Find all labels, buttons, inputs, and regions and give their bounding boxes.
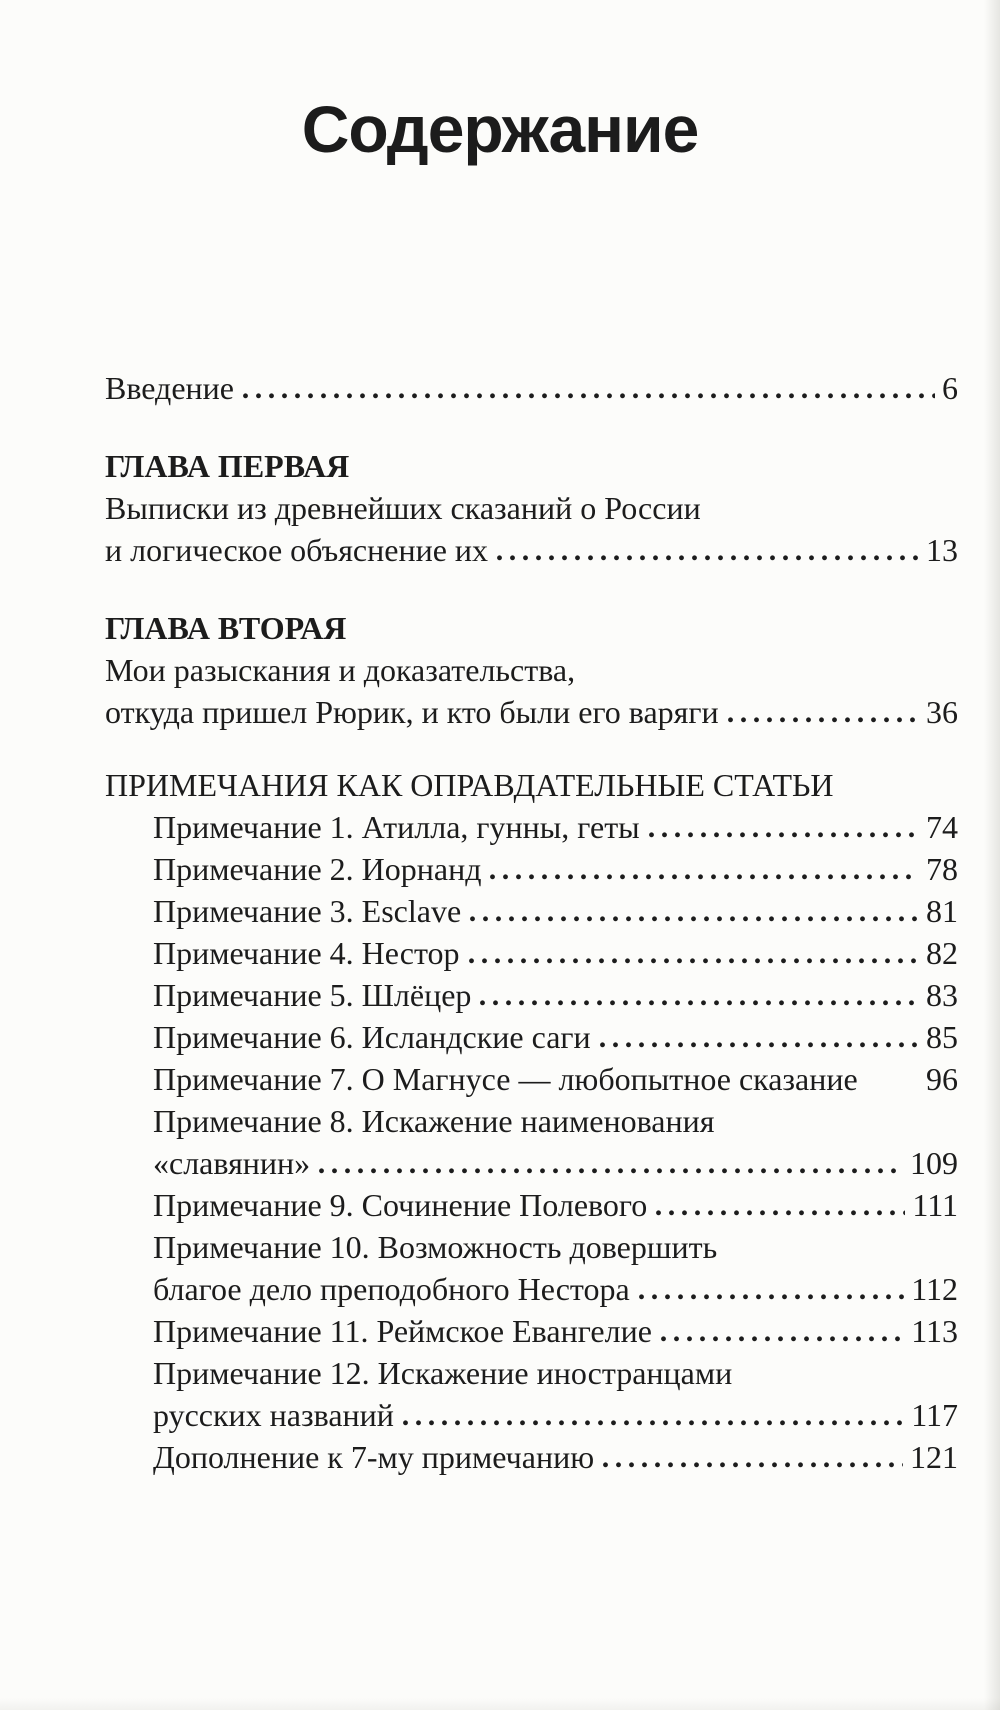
toc-entry-note-4 [153, 932, 958, 974]
dot-leader [403, 1420, 904, 1426]
toc-entry-label: благое дело преподобного Нестора [153, 1271, 630, 1308]
chapter-heading-row [105, 607, 958, 649]
toc-entry-note-12 [153, 1352, 958, 1394]
toc-entry-page: 111 [912, 1187, 958, 1224]
dot-leader [319, 1168, 903, 1174]
toc-entry-label: Примечание 5. Шлёцер [153, 977, 472, 1014]
toc-entry-note-7 [153, 1058, 958, 1100]
notes-heading: ПРИМЕЧАНИЯ КАК ОПРАВДАТЕЛЬНЫЕ СТАТЬИ [105, 767, 834, 804]
chapter-title-text: Мои разыскания и доказательства, [105, 652, 576, 689]
toc-entry-note-6 [153, 1016, 958, 1058]
dot-leader [470, 916, 919, 922]
toc-entry-label: Примечание 2. Иорнанд [153, 851, 482, 888]
chapter-heading: ГЛАВА ВТОРАЯ [105, 610, 347, 647]
toc-entry-page: 121 [910, 1439, 958, 1476]
dot-leader [728, 717, 919, 723]
toc-entry-page: 13 [926, 532, 958, 569]
toc-entry-note-2 [153, 848, 958, 890]
toc-entry-label: Примечание 9. Сочинение Полевого [153, 1187, 648, 1224]
toc-entry-page: 78 [926, 851, 958, 888]
toc-entry-page: 83 [926, 977, 958, 1014]
toc-entry-label: Примечание 10. Возможность довершить [153, 1229, 718, 1266]
toc-entry-page: 109 [910, 1145, 958, 1182]
toc-entry-page: 74 [926, 809, 958, 846]
chapter-title-line [105, 691, 958, 733]
dot-leader [661, 1336, 904, 1342]
toc-entry-addendum [153, 1436, 958, 1478]
dot-leader [603, 1462, 903, 1468]
dot-leader [469, 958, 919, 964]
chapter-title-line [105, 529, 958, 571]
table-of-contents [105, 367, 958, 1478]
chapter-heading: ГЛАВА ПЕРВАЯ [105, 448, 350, 485]
toc-entry-page: 117 [911, 1397, 958, 1434]
chapter-title-line [105, 649, 958, 691]
toc-entry-label: Примечание 8. Искажение наименования [153, 1103, 715, 1140]
dot-leader [490, 874, 919, 880]
dot-leader [243, 393, 935, 399]
toc-entry-page: 96 [926, 1061, 958, 1098]
toc-entry-label: Примечание 3. Esclave [153, 893, 462, 930]
toc-entry-note-10 [153, 1226, 958, 1268]
dot-leader [656, 1210, 905, 1216]
toc-chapter-1 [105, 445, 958, 571]
dot-leader [497, 555, 919, 561]
chapter-title-text: и логическое объяснение их [105, 532, 489, 569]
toc-entry-label: Примечание 7. О Магнусе — любопытное сказание [153, 1061, 858, 1098]
toc-entry-label: Примечание 11. Реймское Евангелие [153, 1313, 652, 1350]
dot-leader [480, 1000, 919, 1006]
toc-entry-note-3 [153, 890, 958, 932]
toc-chapter-2 [105, 607, 958, 733]
toc-entry-note-10-continuation [153, 1268, 958, 1310]
chapter-title-line [105, 487, 958, 529]
toc-entry-page: 85 [926, 1019, 958, 1056]
toc-entry-label: «славянин» [153, 1145, 311, 1182]
toc-entry-page: 82 [926, 935, 958, 972]
toc-entry-intro [105, 367, 958, 409]
chapter-title-text: Выписки из древнейших сказаний о России [105, 490, 701, 527]
toc-entry-page: 112 [911, 1271, 958, 1308]
toc-entry-label: русских названий [153, 1397, 394, 1434]
toc-entry-note-5 [153, 974, 958, 1016]
toc-entry-page: 6 [942, 370, 958, 407]
toc-entry-note-12-continuation [153, 1394, 958, 1436]
dot-leader [600, 1042, 919, 1048]
chapter-heading-row [105, 445, 958, 487]
toc-entry-note-8-continuation [153, 1142, 958, 1184]
toc-entry-note-8 [153, 1100, 958, 1142]
toc-entry-page: 113 [911, 1313, 958, 1350]
toc-entry-label: Примечание 6. Исландские саги [153, 1019, 591, 1056]
toc-entry-label: Введение [105, 370, 234, 407]
dot-leader [649, 832, 919, 838]
toc-entry-label: Примечание 12. Искажение иностранцами [153, 1355, 733, 1392]
toc-entry-label: Примечание 1. Атилла, гунны, геты [153, 809, 640, 846]
toc-entry-label: Примечание 4. Нестор [153, 935, 460, 972]
toc-notes-section [105, 764, 958, 1478]
toc-entry-note-1 [153, 806, 958, 848]
toc-entry-note-9 [153, 1184, 958, 1226]
dot-leader [639, 1294, 905, 1300]
page-title: Содержание [301, 92, 699, 166]
toc-entry-page: 81 [926, 893, 958, 930]
toc-entry-label: Дополнение к 7-му примечанию [153, 1439, 595, 1476]
blank-leader [867, 1084, 919, 1090]
notes-heading-row [105, 764, 958, 806]
chapter-title-text: откуда пришел Рюрик, и кто были его варяги [105, 694, 719, 731]
toc-entry-page: 36 [926, 694, 958, 731]
toc-entry-note-11 [153, 1310, 958, 1352]
